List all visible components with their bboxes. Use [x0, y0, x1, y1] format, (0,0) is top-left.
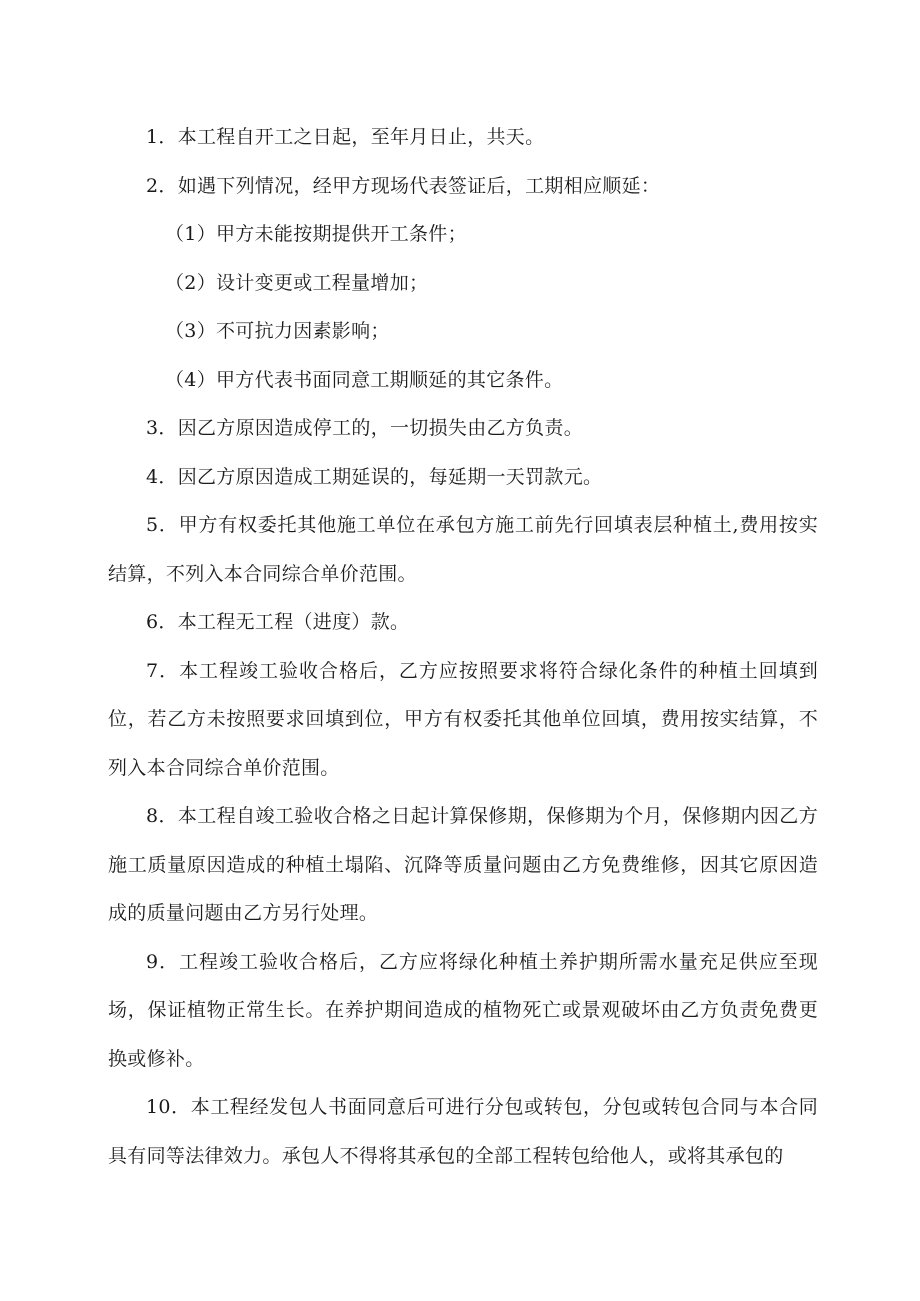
clause-2-sub-2: （2）设计变更或工程量增加； — [165, 271, 429, 294]
clause-4: 4．因乙方原因造成工期延误的，每延期一天罚款元。 — [146, 465, 603, 488]
clause-2-sub-1: （1）甲方未能按期提供开工条件； — [165, 223, 467, 245]
clause-7: 7．本工程竣工验收合格后，乙方应按照要求将符合绿化条件的种植土回填到位，若乙方未按照要求回填到位，甲方有权委托其他单位回填，费用按实结算，不列入本合同综合单价范围。 — [108, 659, 818, 779]
document-body — [108, 113, 818, 1180]
clause-8: 8．本工程自竣工验收合格之日起计算保修期，保修期为个月，保修期内因乙方施工质量原因造成的种植土塌陷、沉降等质量问题由乙方免费维修，因其它原因造成的质量问题由乙方另行处理。 — [108, 805, 818, 924]
clause-9: 9．工程竣工验收合格后，乙方应将绿化种植土养护期所需水量充足供应至现场，保证植物正常生长。在养护期间造成的植物死亡或景观破坏由乙方负责免费更换或修补。 — [108, 950, 818, 1070]
clause-2: 2．如遇下列情况，经甲方现场代表签证后，工期相应顺延： — [146, 174, 661, 197]
clause-2-sub-4: （4）甲方代表书面同意工期顺延的其它条件。 — [165, 368, 564, 391]
clause-3: 3．因乙方原因造成停工的，一切损失由乙方负责。 — [146, 417, 583, 439]
clause-2-sub-3: （3）不可抗力因素影响； — [165, 320, 390, 342]
clause-10: 10．本工程经发包人书面同意后可进行分包或转包，分包或转包合同与本合同具有同等法律效力。承包人不得将其承包的全部工程转包给他人，或将其承包的 — [108, 1096, 818, 1167]
clause-1: 1．本工程自开工之日起，至年月日止，共天。 — [146, 126, 545, 148]
clause-5: 5．甲方有权委托其他施工单位在承包方施工前先行回填表层种植土,费用按实结算，不列入本合同综合单价范围。 — [108, 514, 818, 585]
clause-6: 6．本工程无工程（进度）款。 — [146, 611, 410, 633]
